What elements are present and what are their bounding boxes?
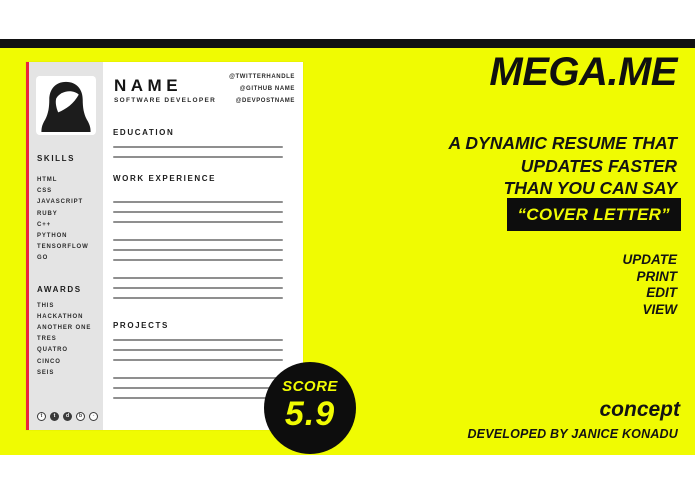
placeholder-line (113, 221, 283, 223)
placeholder-line (113, 377, 283, 379)
skill-item: HTML (37, 177, 58, 183)
tagline-line: UPDATES FASTER (520, 155, 677, 176)
resume-main (103, 62, 303, 430)
resume-section-work-experience (113, 174, 283, 299)
skill-item: C++ (37, 221, 52, 228)
placeholder-line (113, 387, 283, 389)
placeholder-line (113, 397, 283, 399)
award-item: QUATRO (37, 347, 68, 354)
placeholder-line-group (113, 138, 283, 158)
placeholder-line (113, 277, 283, 279)
placeholder-line-group (113, 269, 283, 299)
placeholder-line (113, 211, 283, 213)
tagline (449, 132, 677, 200)
placeholder-line (113, 146, 283, 148)
award-item: TRES (37, 336, 57, 343)
placeholder-line-group (113, 369, 283, 399)
skill-item: PYTHON (37, 233, 68, 240)
social-icons-row (37, 412, 98, 421)
resume-section-title: PROJECTS (113, 321, 169, 330)
score-value: 5.9 (284, 395, 336, 433)
placeholder-line (113, 297, 283, 299)
devpost-icon[interactable]: d (63, 412, 72, 421)
cover-letter-badge (507, 198, 682, 231)
handle: @GITHUB NAME (239, 86, 295, 92)
placeholder-line (113, 359, 283, 361)
cover-letter-text: “COVER LETTER” (517, 204, 670, 224)
tagline-line: THAN YOU CAN SAY (503, 178, 677, 198)
resume-preview-card (26, 62, 303, 430)
skill-item: JAVASCRIPT (37, 199, 84, 206)
tumblr-icon[interactable]: t (50, 412, 59, 421)
skill-item: TENSORFLOW (37, 244, 89, 251)
brand-title: MEGA.ME (489, 50, 677, 94)
resume-section-title: EDUCATION (113, 128, 175, 137)
placeholder-line-group (113, 193, 283, 223)
placeholder-line-group (113, 331, 283, 361)
award-item: ANOTHER ONE (37, 325, 92, 332)
award-item: SEIS (37, 369, 55, 376)
resume-sidebar (29, 62, 103, 430)
awards-heading: AWARDS (37, 284, 82, 294)
resume-section-education (113, 128, 283, 158)
menu-item-print[interactable]: PRINT (636, 268, 677, 284)
resume-name: NAME (114, 76, 183, 95)
action-menu (622, 252, 677, 318)
placeholder-line (113, 339, 283, 341)
resume-section-title: WORK EXPERIENCE (113, 174, 217, 183)
skill-item: RUBY (37, 210, 58, 217)
skill-item: GO (37, 255, 49, 262)
dribbble-icon[interactable]: b (76, 412, 85, 421)
skill-item: CSS (37, 188, 53, 195)
placeholder-line (113, 156, 283, 158)
woman-silhouette-icon (36, 76, 96, 135)
avatar (36, 76, 96, 135)
menu-item-view[interactable]: VIEW (642, 301, 677, 317)
handle: @TWITTERHANDLE (229, 74, 295, 80)
web-icon[interactable]: ◦ (89, 412, 98, 421)
handle: @DEVPOSTNAME (235, 98, 295, 104)
resume-role: SOFTWARE DEVELOPER (114, 97, 217, 104)
resume-sections (103, 62, 303, 430)
menu-item-update[interactable]: UPDATE (622, 252, 677, 267)
score-badge (264, 362, 356, 454)
placeholder-line (113, 259, 283, 261)
placeholder-line (113, 349, 283, 351)
menu-item-edit[interactable]: EDIT (646, 285, 677, 300)
concept-label: concept (599, 398, 680, 421)
placeholder-line (113, 239, 283, 241)
score-label: SCORE (282, 378, 338, 395)
resume-section-projects (113, 321, 283, 399)
tagline-line: A DYNAMIC RESUME THAT (448, 133, 677, 153)
award-item: THIS HACKATHON (37, 302, 84, 320)
placeholder-line (113, 249, 283, 251)
placeholder-line (113, 287, 283, 289)
yellow-stage (0, 48, 695, 455)
skills-list (37, 175, 103, 265)
awards-list (37, 301, 103, 379)
twitter-icon[interactable]: t (37, 412, 46, 421)
placeholder-line (113, 201, 283, 203)
top-black-bar (0, 39, 695, 48)
credit-line: DEVELOPED BY JANICE KONADU (467, 427, 678, 441)
award-item: CINCO (37, 358, 61, 365)
skills-heading: SKILLS (37, 154, 76, 163)
placeholder-line-group (113, 231, 283, 261)
